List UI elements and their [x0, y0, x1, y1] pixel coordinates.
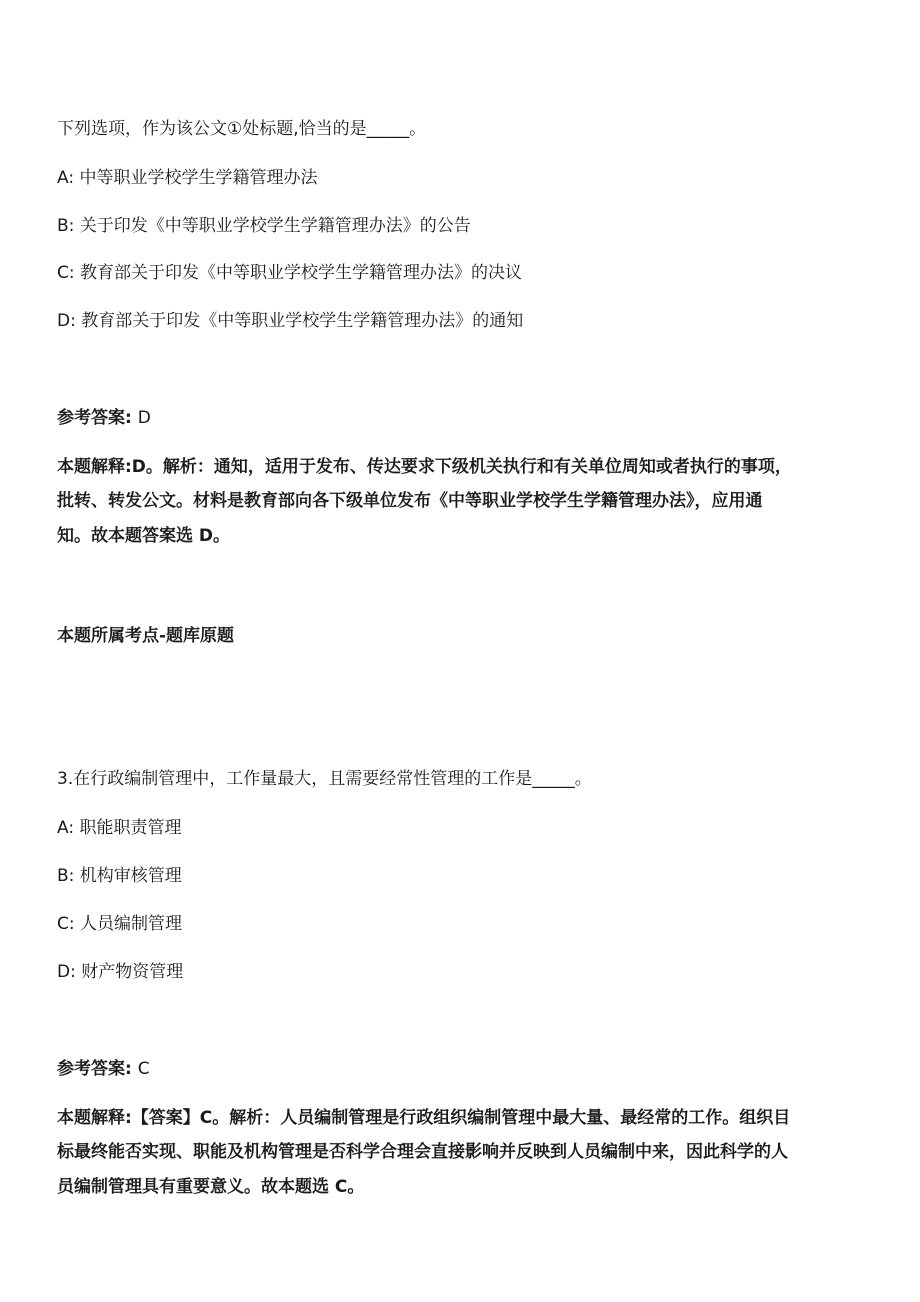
explanation-line: 标最终能否实现、职能及机构管理是否科学合理会直接影响并反映到人员编制中来，因此科学的人	[57, 1142, 788, 1162]
answer-value: D	[137, 408, 151, 428]
question-stem: 下列选项，作为该公文①处标题,恰当的是_____。	[57, 119, 427, 139]
option-b: B: 机构审核管理	[57, 866, 182, 886]
option-c: C: 教育部关于印发《中等职业学校学生学籍管理办法》的决议	[57, 263, 523, 283]
option-b: B: 关于印发《中等职业学校学生学籍管理办法》的公告	[57, 216, 471, 236]
explanation-line: 员编制管理具有重要意义。故本题选 C。	[57, 1177, 365, 1197]
answer-label: 参考答案:	[57, 1059, 138, 1079]
reference-answer	[57, 406, 151, 430]
explanation-line: 知。故本题答案选 D。	[57, 526, 231, 546]
explanation-line: 本题解释:【答案】C。解析：人员编制管理是行政组织编制管理中最大量、最经常的工作。组织目	[57, 1108, 791, 1128]
reference-answer	[57, 1057, 150, 1081]
option-d: D: 财产物资管理	[57, 962, 184, 982]
option-a: A: 职能职责管理	[57, 818, 182, 838]
option-d: D: 教育部关于印发《中等职业学校学生学籍管理办法》的通知	[57, 311, 524, 331]
question-stem: 3.在行政编制管理中，工作量最大，且需要经常性管理的工作是_____。	[57, 769, 592, 789]
explanation-line: 本题解释:D。解析：通知，适用于发布、传达要求下级机关执行和有关单位周知或者执行的事项，	[57, 457, 792, 477]
topic-source: 本题所属考点-题库原题	[57, 626, 235, 646]
explanation-line: 批转、转发公文。材料是教育部向各下级单位发布《中等职业学校学生学籍管理办法》，应用通	[57, 491, 763, 511]
answer-value: C	[137, 1059, 150, 1079]
option-c: C: 人员编制管理	[57, 914, 183, 934]
option-a: A: 中等职业学校学生学籍管理办法	[57, 168, 318, 188]
answer-label: 参考答案:	[57, 408, 138, 428]
